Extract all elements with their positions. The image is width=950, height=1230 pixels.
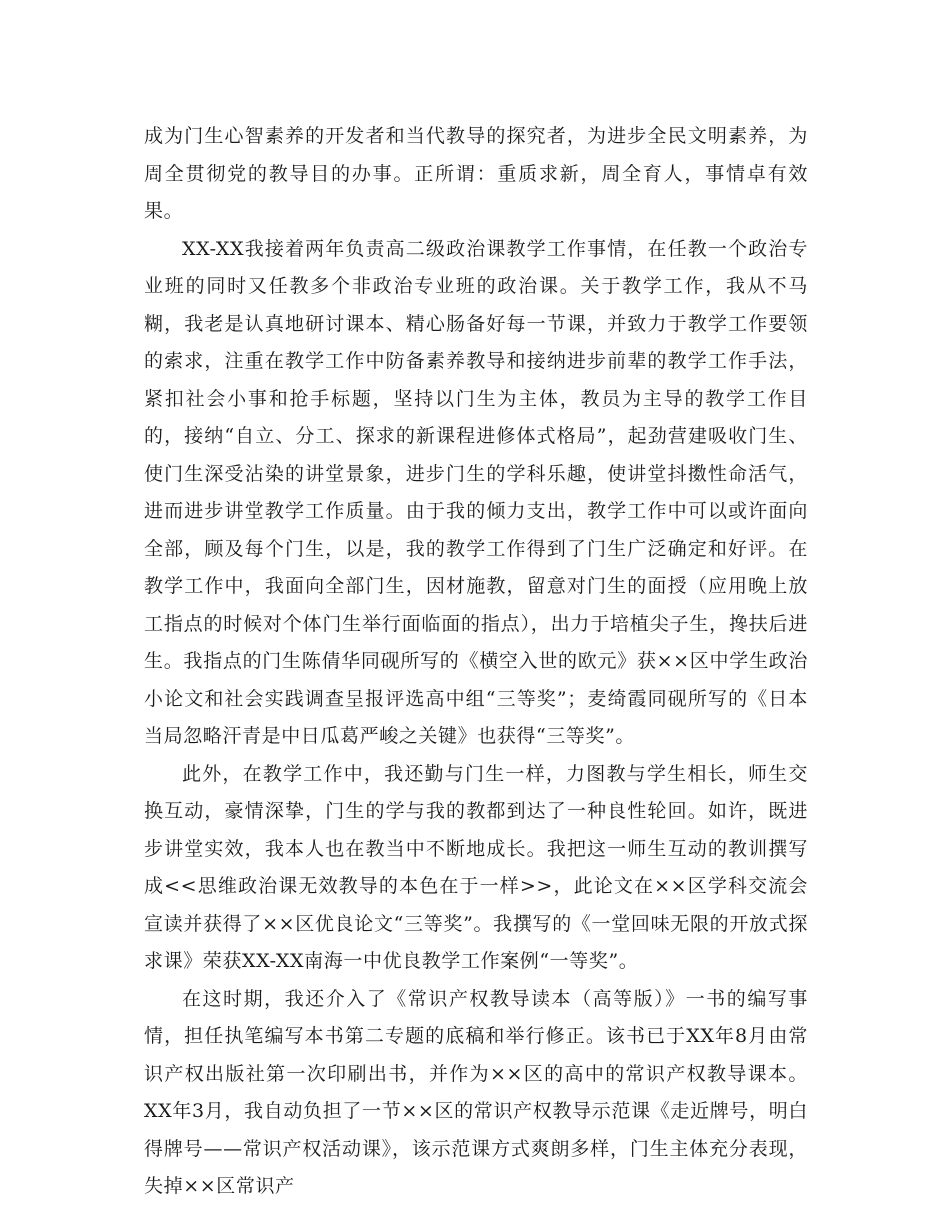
document-body: [144, 118, 808, 1206]
paragraph-textbook-writing: 在这时期，我还介入了《常识产权教导读本（高等版）》一书的编写事情，担任执笔编写本书第二专题的底稿和举行修正。该书已于XX年8月由常识产权出版社第一次印刷出书，并作为××区的高中的常识产权教导课本。XX年3月，我自动负担了一节××区的常识产权教导示范课《走近牌号，明白得牌号——常识产权活动课》，该示范课方式爽朗多样，门生主体充分表现，失掉××区常识产: [144, 987, 808, 1197]
paragraph-continuation: 成为门生心智素养的开发者和当代教导的探究者，为进步全民文明素养，为周全贯彻党的教导目的办事。正所谓：重质求新，周全育人，事情卓有效果。: [144, 125, 808, 222]
paragraph-interaction: 此外，在教学工作中，我还勤与门生一样，力图教与学生相长，师生交换互动，豪情深挚，门生的学与我的教都到达了一种良性轮回。如许，既进步讲堂实效，我本人也在教当中不断地成长。我把这一师生互动的教训撰写成<<思维政治课无效教导的本色在于一样>>，此论文在××区学科交流会宣读并获得了××区优良论文“三等奖”。我撰写的《一堂回味无限的开放式探求课》荣获XX-XX南海一中优良教学工作案例“一等奖”。: [144, 762, 808, 972]
paragraph-teaching-work: XX-XX我接着两年负责高二级政治课教学工作事情，在任教一个政治专业班的同时又任教多个非政治专业班的政治课。关于教学工作，我从不马糊，我老是认真地研讨课本、精心肠备好每一节课，并致力于教学工作要领的索求，注重在教学工作中防备素养教导和接纳进步前辈的教学工作手法，紧扣社会小事和抢手标题，坚持以门生为主体，教员为主导的教学工作目的，接纳“自立、分工、探求的新课程进修体式格局”，起劲营建吸收门生、使门生深受沾染的讲堂景象，进步门生的学科乐趣，使讲堂抖擞性命活气，进而进步讲堂教学工作质量。由于我的倾力支出，教学工作中可以或许面向全部，顾及每个门生，以是，我的教学工作得到了门生广泛确定和好评。在教学工作中，我面向全部门生，因材施教，留意对门生的面授（应用晚上放工指点的时候对个体门生举行面临面的指点），出力于培植尖子生，搀扶后进生。我指点的门生陈倩华同砚所写的《横空入世的欧元》获××区中学生政治小论文和社会实践调查呈报评选高中组“三等奖”；麦绮霞同砚所写的《日本当局忽略汗青是中日瓜葛严峻之关键》也获得“三等奖”。: [144, 237, 808, 747]
